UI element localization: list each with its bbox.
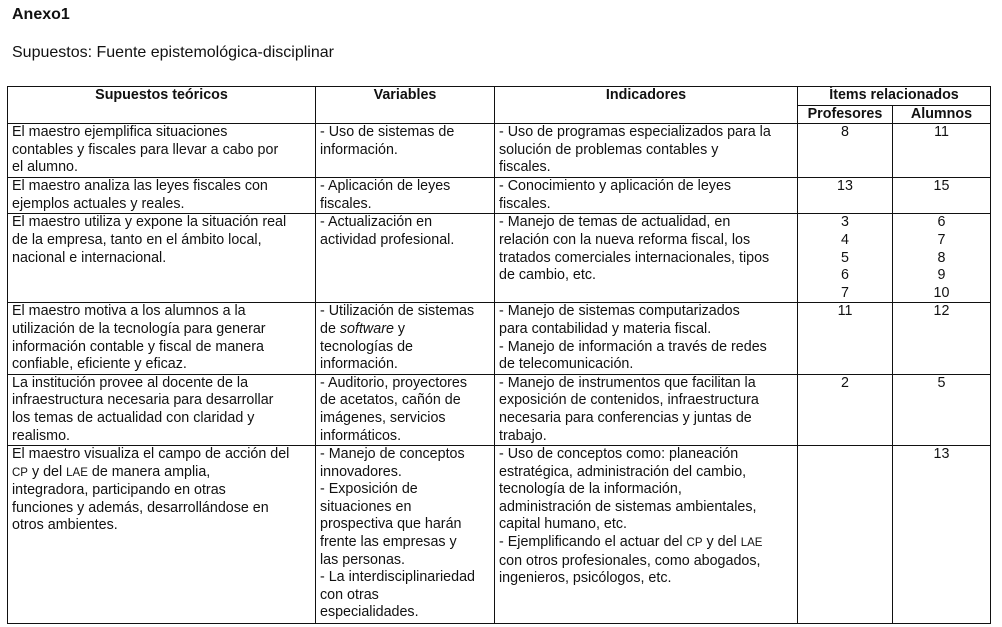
cell-line: solución de problemas contables y bbox=[499, 141, 719, 158]
cell-line: información contable y fiscal de manera bbox=[12, 338, 264, 355]
cell-line: contables y fiscales para llevar a cabo por bbox=[12, 141, 279, 158]
supuesto-cell bbox=[8, 214, 316, 303]
cell-line: 9 bbox=[937, 267, 946, 284]
cell-line: - La interdisciplinariedad bbox=[320, 569, 475, 586]
cell-line: frente las empresas y bbox=[320, 534, 457, 551]
header-supuestos: Supuestos teóricos bbox=[8, 87, 316, 124]
profesores-items-cell bbox=[798, 303, 893, 374]
cell-line: El maestro motiva a los alumnos a la bbox=[12, 303, 246, 320]
cell-line: El maestro ejemplifica situaciones bbox=[12, 124, 228, 141]
text-segment: CP bbox=[686, 537, 703, 550]
cell-line bbox=[499, 534, 793, 553]
text-segment: de manera amplia, bbox=[87, 463, 211, 480]
cell-line: capital humano, etc. bbox=[499, 516, 627, 533]
cell-line: 2 bbox=[841, 374, 849, 391]
cell-line: integradora, participando en otras bbox=[12, 482, 226, 499]
cell-line: situaciones en bbox=[320, 498, 412, 515]
cell-line: fiscales. bbox=[499, 159, 551, 176]
cell-line: los temas de actualidad con claridad y bbox=[12, 409, 255, 426]
cell-line: - Conocimiento y aplicación de leyes bbox=[499, 178, 732, 195]
variables-cell bbox=[316, 214, 495, 303]
variables-cell bbox=[316, 446, 495, 624]
indicadores-cell bbox=[495, 214, 798, 303]
cell-line: - Uso de sistemas de bbox=[320, 124, 455, 141]
cell-line: ejemplos actuales y reales. bbox=[12, 195, 185, 212]
cell-line: estratégica, administración del cambio, bbox=[499, 463, 747, 480]
cell-line: - Actualización en bbox=[320, 214, 433, 231]
alumnos-items-cell bbox=[893, 124, 991, 178]
document-title: Anexo1 bbox=[12, 6, 70, 23]
supuesto-cell bbox=[8, 124, 316, 178]
cell-line: 13 bbox=[933, 446, 950, 463]
cell-line: nacional e internacional. bbox=[12, 249, 167, 266]
cell-line: 6 bbox=[937, 214, 946, 231]
cell-line: 6 bbox=[841, 267, 849, 284]
cell-line: administración de sistemas ambientales, bbox=[499, 498, 757, 515]
cell-line: 5 bbox=[937, 374, 946, 391]
table-row bbox=[8, 446, 991, 624]
cell-line: 11 bbox=[934, 124, 949, 141]
cell-line: actividad profesional. bbox=[320, 231, 455, 248]
text-segment: - Ejemplificando el actuar del bbox=[499, 534, 687, 551]
cell-line: - Auditorio, proyectores bbox=[320, 374, 468, 391]
text-segment: y del bbox=[27, 463, 67, 480]
cell-line: 5 bbox=[841, 249, 849, 266]
cell-line: confiable, eficiente y eficaz. bbox=[12, 356, 187, 373]
cell-line: de la empresa, tanto en el ámbito local, bbox=[12, 231, 262, 248]
cell-line: - Manejo de instrumentos que facilitan la bbox=[499, 374, 756, 391]
text-segment: LAE bbox=[66, 466, 88, 479]
cell-line: tecnologías de bbox=[320, 338, 413, 355]
cell-line: las personas. bbox=[320, 551, 406, 568]
cell-line: 12 bbox=[933, 303, 950, 320]
profesores-items-cell bbox=[798, 374, 893, 445]
supuesto-cell bbox=[8, 303, 316, 374]
indicadores-cell bbox=[495, 124, 798, 178]
cell-line: de acetatos, cañón de bbox=[320, 392, 461, 409]
table-row bbox=[8, 374, 991, 445]
cell-line: información. bbox=[320, 356, 398, 373]
cell-line: - Uso de programas especializados para la bbox=[499, 124, 771, 141]
cell-line: con otras bbox=[320, 586, 379, 603]
header-indicadores: Indicadores bbox=[495, 87, 798, 124]
cell-line: - Utilización de sistemas bbox=[320, 303, 475, 320]
cell-line: de telecomunicación. bbox=[499, 356, 634, 373]
alumnos-items-cell bbox=[893, 178, 991, 214]
text-segment: software bbox=[339, 320, 394, 337]
variables-cell bbox=[316, 374, 495, 445]
cell-line: El maestro utiliza y expone la situación real bbox=[12, 214, 287, 231]
profesores-items-cell bbox=[798, 214, 893, 303]
indicadores-cell bbox=[495, 374, 798, 445]
text-segment: y bbox=[393, 320, 406, 337]
supuestos-table bbox=[7, 86, 991, 624]
cell-line: informáticos. bbox=[320, 427, 402, 444]
cell-line: de cambio, etc. bbox=[499, 267, 596, 284]
alumnos-items-cell bbox=[893, 214, 991, 303]
text-segment: LAE bbox=[740, 537, 763, 550]
cell-line: trabajo. bbox=[499, 427, 547, 444]
cell-line: otros ambientes. bbox=[12, 517, 118, 534]
cell-line bbox=[320, 321, 490, 339]
cell-line: - Uso de conceptos como: planeación bbox=[499, 446, 739, 463]
cell-line: 15 bbox=[933, 178, 950, 195]
cell-line: realismo. bbox=[12, 427, 70, 444]
cell-line bbox=[12, 464, 311, 483]
variables-cell bbox=[316, 303, 495, 374]
cell-line: El maestro analiza las leyes fiscales con bbox=[12, 178, 268, 195]
profesores-items-cell bbox=[798, 446, 893, 624]
cell-line: - Manejo de temas de actualidad, en bbox=[499, 214, 731, 231]
cell-line: exposición de contenidos, infraestructura bbox=[499, 392, 759, 409]
cell-line: imágenes, servicios bbox=[320, 409, 446, 426]
profesores-items-cell bbox=[798, 178, 893, 214]
cell-line: - Aplicación de leyes bbox=[320, 178, 451, 195]
cell-line: especialidades. bbox=[320, 604, 419, 621]
cell-line: relación con la nueva reforma fiscal, los bbox=[499, 231, 751, 248]
text-segment: de bbox=[320, 320, 340, 337]
cell-line: - Manejo de información a través de redes bbox=[499, 338, 767, 355]
cell-line: fiscales. bbox=[320, 195, 372, 212]
cell-line: 7 bbox=[937, 231, 946, 248]
table-row bbox=[8, 178, 991, 214]
cell-line: el alumno. bbox=[12, 159, 78, 176]
cell-line: 4 bbox=[841, 231, 849, 248]
indicadores-cell bbox=[495, 446, 798, 624]
indicadores-cell bbox=[495, 303, 798, 374]
header-profesores: Profesores bbox=[798, 105, 893, 124]
cell-line: 8 bbox=[841, 124, 849, 141]
cell-line: La institución provee al docente de la bbox=[12, 374, 249, 391]
cell-line: funciones y además, desarrollándose en bbox=[12, 499, 269, 516]
table-row bbox=[8, 303, 991, 374]
cell-line: 8 bbox=[937, 249, 946, 266]
cell-line: 7 bbox=[841, 284, 849, 301]
cell-line: 3 bbox=[841, 214, 849, 231]
cell-line: infraestructura necesaria para desarrollar bbox=[12, 392, 274, 409]
cell-line: - Manejo de conceptos bbox=[320, 446, 465, 463]
alumnos-items-cell bbox=[893, 446, 991, 624]
cell-line: necesaria para conferencias y juntas de bbox=[499, 409, 752, 426]
variables-cell bbox=[316, 124, 495, 178]
cell-line: ingenieros, psicólogos, etc. bbox=[499, 570, 672, 587]
indicadores-cell bbox=[495, 178, 798, 214]
document-subtitle: Supuestos: Fuente epistemológica-disciplinar bbox=[12, 44, 334, 61]
cell-line: fiscales. bbox=[499, 195, 551, 212]
supuesto-cell bbox=[8, 446, 316, 624]
variables-cell bbox=[316, 178, 495, 214]
cell-line: para contabilidad y materia fiscal. bbox=[499, 320, 712, 337]
cell-line: - Exposición de bbox=[320, 481, 418, 498]
cell-line: tratados comerciales internacionales, tipos bbox=[499, 249, 770, 266]
table-row bbox=[8, 124, 991, 178]
text-segment: y del bbox=[702, 534, 741, 551]
cell-line: 13 bbox=[837, 178, 853, 195]
cell-line: innovadores. bbox=[320, 463, 402, 480]
cell-line: con otros profesionales, como abogados, bbox=[499, 552, 761, 569]
supuesto-cell bbox=[8, 374, 316, 445]
cell-line: - Manejo de sistemas computarizados bbox=[499, 303, 740, 320]
supuesto-cell bbox=[8, 178, 316, 214]
text-segment: CP bbox=[12, 466, 28, 479]
header-items: Ítems relacionados bbox=[798, 87, 991, 106]
cell-line: información. bbox=[320, 141, 398, 158]
table-row bbox=[8, 214, 991, 303]
cell-line: prospectiva que harán bbox=[320, 516, 462, 533]
cell-line: El maestro visualiza el campo de acción del bbox=[12, 446, 290, 463]
profesores-items-cell bbox=[798, 124, 893, 178]
cell-line: 11 bbox=[837, 303, 853, 320]
alumnos-items-cell bbox=[893, 374, 991, 445]
alumnos-items-cell bbox=[893, 303, 991, 374]
header-alumnos: Alumnos bbox=[893, 105, 991, 124]
cell-line: utilización de la tecnología para generar bbox=[12, 320, 266, 337]
cell-line: tecnología de la información, bbox=[499, 481, 682, 498]
header-variables: Variables bbox=[316, 87, 495, 124]
cell-line: 10 bbox=[933, 284, 950, 301]
